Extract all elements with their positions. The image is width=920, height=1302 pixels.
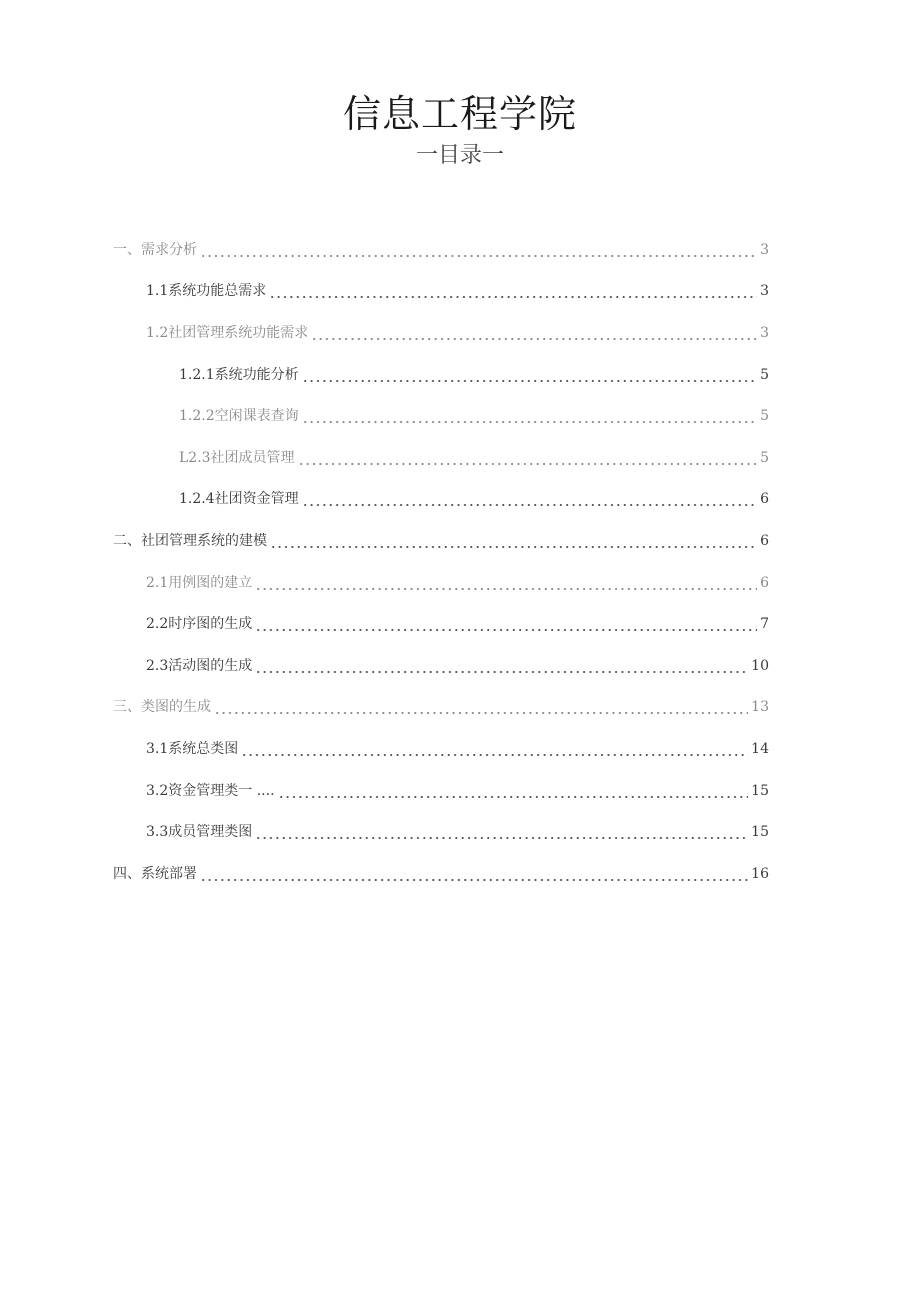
toc-entry-page: 6 (760, 574, 769, 591)
dot-leader (278, 781, 749, 801)
toc-entry-label: 1.2.1系统功能分析 (179, 366, 299, 383)
toc-entry-page: 10 (751, 657, 769, 674)
toc-entry-label: 1.2.2空闲课表查询 (179, 408, 299, 425)
toc-entry-page: 3 (760, 324, 769, 341)
dot-leader (302, 406, 757, 426)
dot-leader (241, 739, 748, 759)
dot-leader (302, 365, 757, 385)
table-of-contents (0, 229, 920, 895)
dot-leader (311, 323, 757, 343)
toc-entry-label: 2.2时序图的生成 (146, 616, 253, 633)
toc-entry[interactable] (0, 562, 920, 604)
document-title: 信息工程学院 (342, 92, 577, 136)
toc-entry-page: 5 (760, 408, 769, 425)
dot-leader (269, 281, 757, 301)
toc-entry-page: 15 (751, 782, 769, 799)
toc-entry-page: 14 (751, 740, 769, 757)
dot-leader (270, 531, 757, 551)
dot-leader (255, 614, 757, 634)
toc-entry[interactable] (0, 811, 920, 853)
toc-entry-label: 2.1用例图的建立 (146, 574, 253, 591)
dot-leader (200, 240, 757, 260)
toc-entry[interactable] (0, 271, 920, 313)
toc-entry[interactable] (0, 728, 920, 770)
toc-entry-page: 16 (751, 865, 769, 882)
toc-entry-page: 5 (760, 449, 769, 466)
toc-entry-page: 3 (760, 283, 769, 300)
toc-entry[interactable] (0, 645, 920, 687)
toc-entry-label: 3.3成员管理类图 (146, 824, 253, 841)
toc-entry-page: 13 (751, 699, 769, 716)
toc-entry[interactable] (0, 437, 920, 479)
toc-entry-label: 一、需求分析 (113, 241, 197, 258)
dot-leader (214, 697, 748, 717)
toc-entry-label: 3.2资金管理类一 .... (146, 782, 275, 799)
toc-entry-page: 6 (760, 532, 769, 549)
toc-entry[interactable] (0, 770, 920, 812)
toc-entry[interactable] (0, 354, 920, 396)
dot-leader (255, 822, 748, 842)
toc-entry-label: 1.2社团管理系统功能需求 (146, 324, 309, 341)
toc-entry-label: 1.1系统功能总需求 (146, 283, 267, 300)
dot-leader (255, 573, 757, 593)
toc-entry-label: 3.1系统总类图 (146, 740, 239, 757)
toc-entry-page: 6 (760, 491, 769, 508)
toc-entry-label: 1.2.4社团资金管理 (179, 491, 299, 508)
toc-entry[interactable] (0, 603, 920, 645)
toc-entry-page: 5 (760, 366, 769, 383)
toc-entry-label: L2.3社团成员管理 (179, 449, 295, 466)
toc-entry[interactable] (0, 687, 920, 729)
toc-entry-label: 二、社团管理系统的建模 (113, 532, 267, 549)
toc-entry-page: 7 (760, 616, 769, 633)
toc-entry-page: 15 (751, 824, 769, 841)
toc-entry-label: 三、类图的生成 (113, 699, 211, 716)
dot-leader (298, 448, 758, 468)
dot-leader (302, 489, 757, 509)
toc-entry-page: 3 (760, 241, 769, 258)
dot-leader (200, 864, 748, 884)
toc-entry-label: 四、系统部署 (113, 865, 197, 882)
toc-entry[interactable] (0, 312, 920, 354)
document-subtitle: 一目录一 (415, 143, 504, 168)
toc-entry[interactable] (0, 395, 920, 437)
dot-leader (255, 656, 748, 676)
toc-entry[interactable] (0, 520, 920, 562)
toc-entry[interactable] (0, 853, 920, 895)
toc-entry[interactable] (0, 229, 920, 271)
toc-entry[interactable] (0, 479, 920, 521)
toc-entry-label: 2.3活动图的生成 (146, 657, 253, 674)
